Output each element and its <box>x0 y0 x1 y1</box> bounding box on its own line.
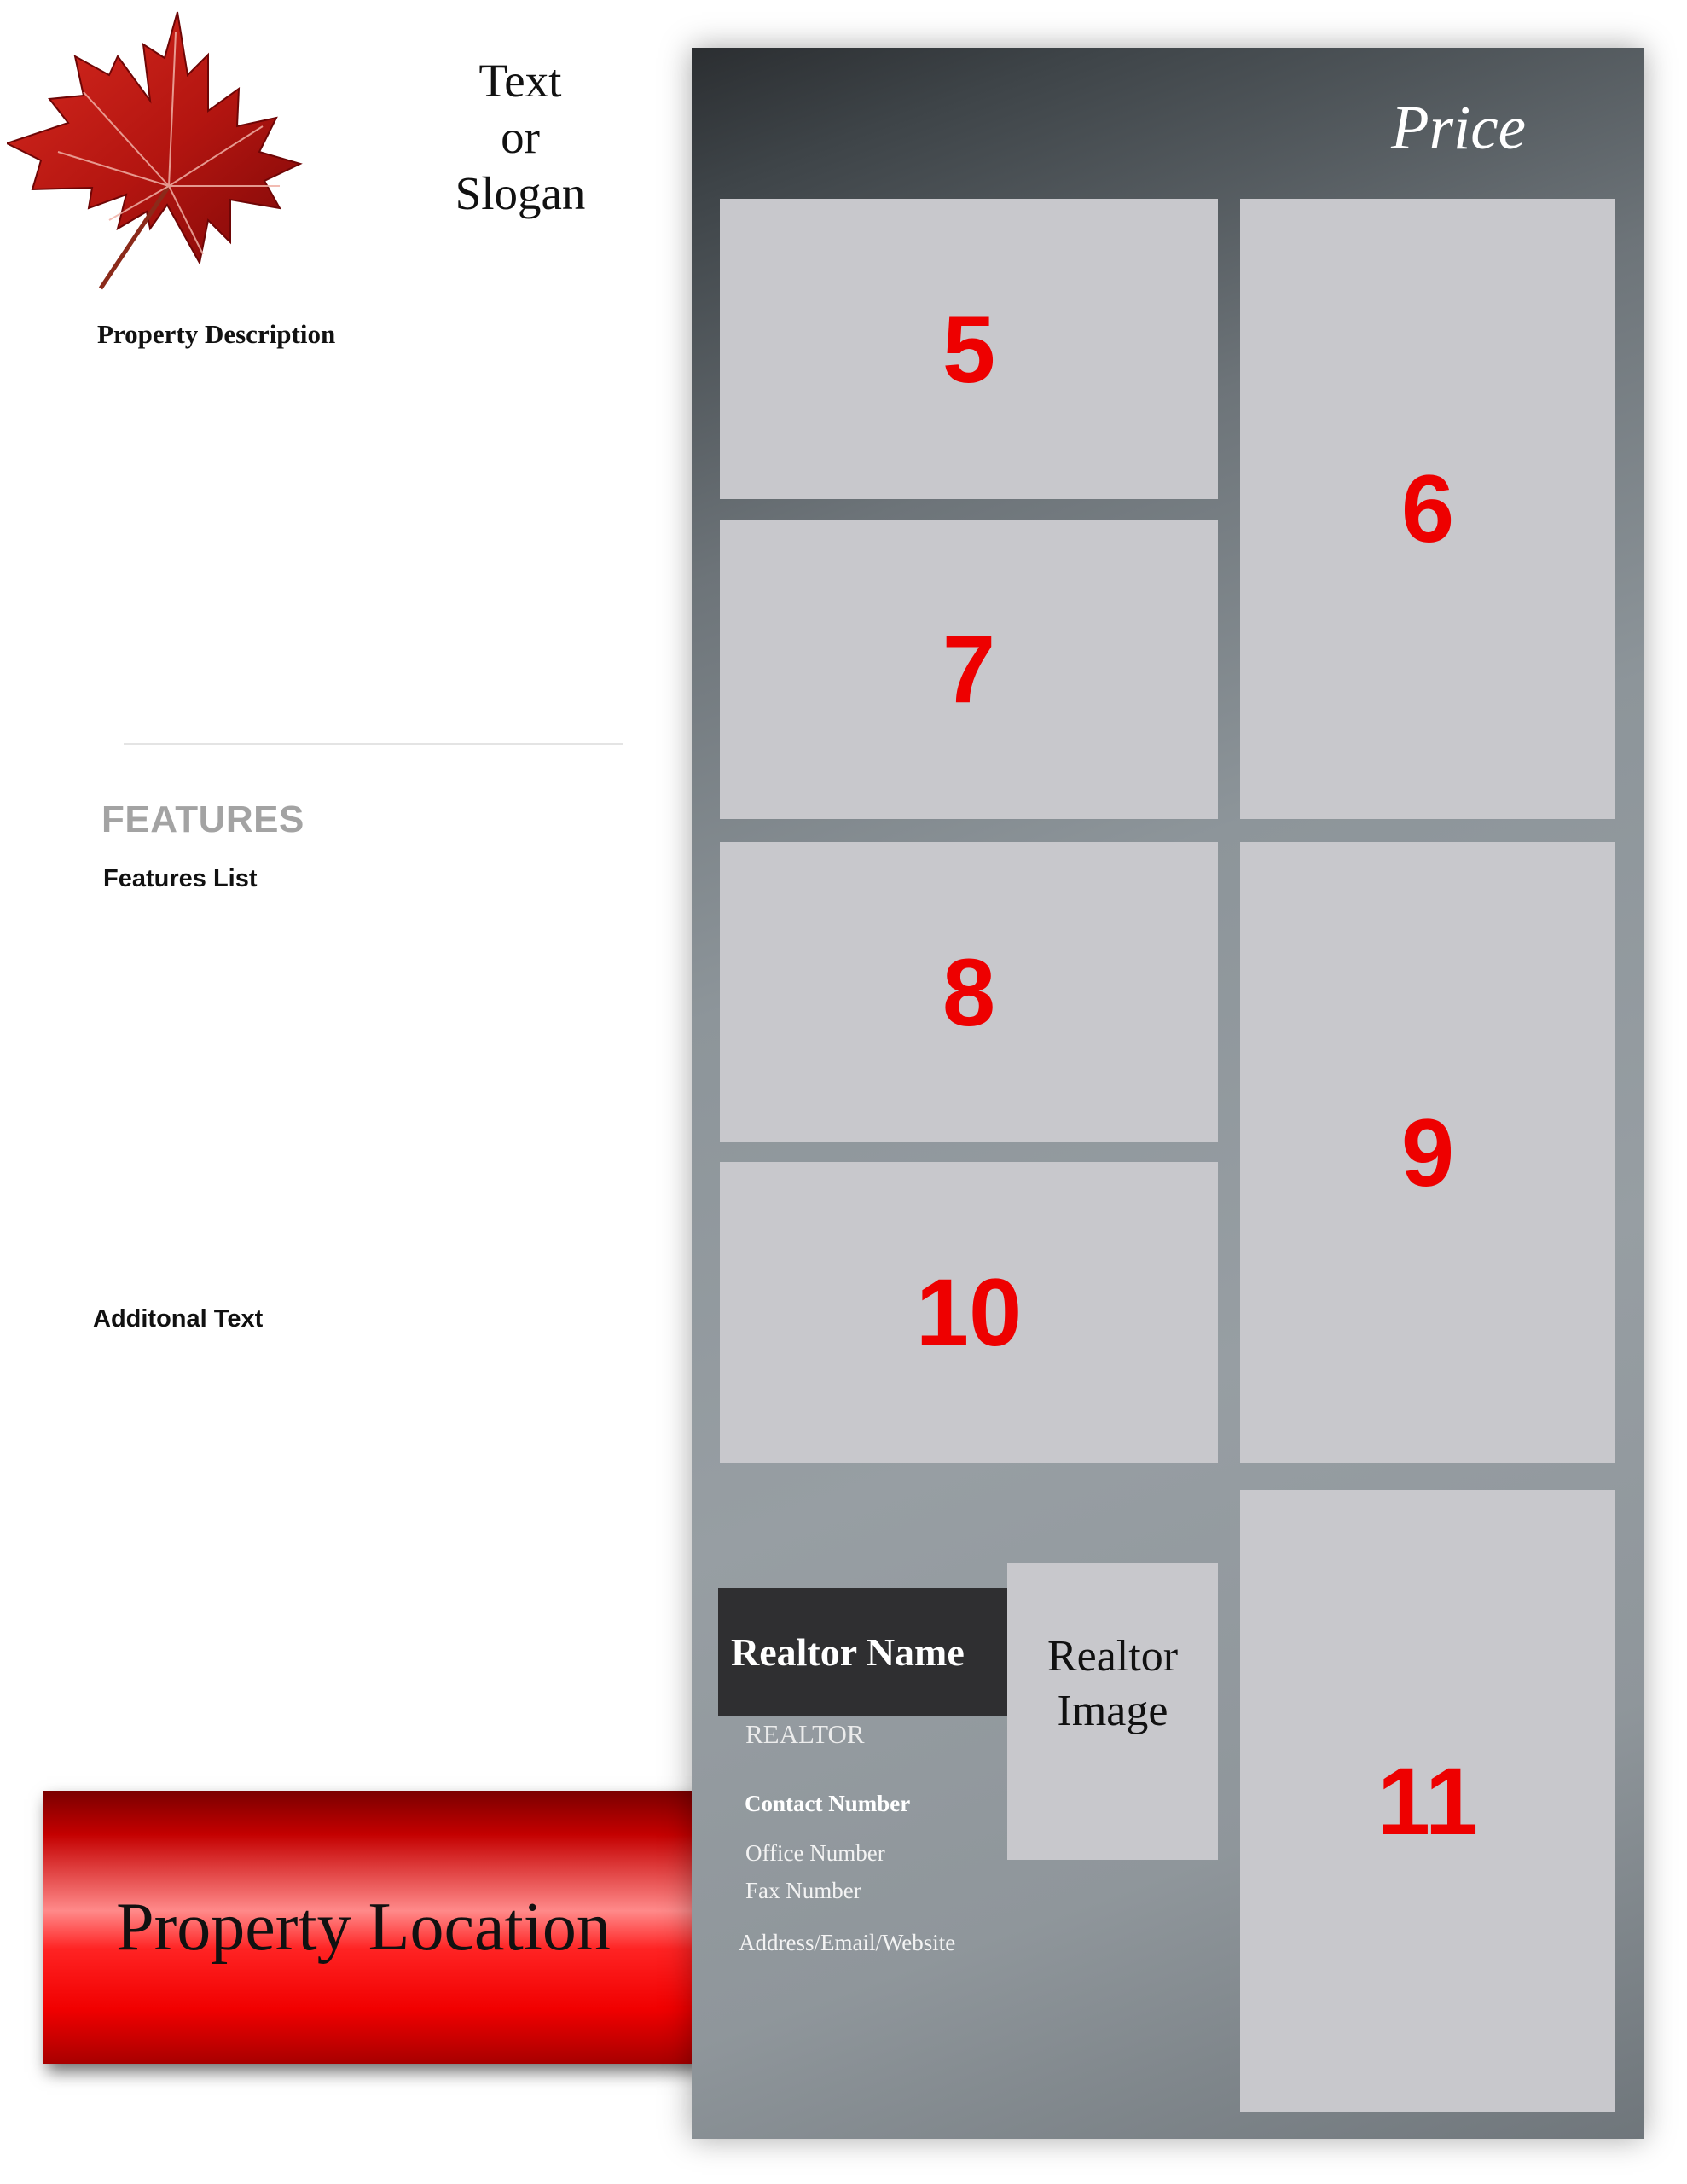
photo-placeholder-6: 6 <box>1240 199 1615 819</box>
realtor-name: Realtor Name <box>718 1588 1007 1716</box>
realtor-image-line: Realtor <box>1046 1632 1179 1681</box>
additional-text: Additonal Text <box>93 1305 264 1333</box>
address-email-website: Address/Email/Website <box>739 1930 956 1955</box>
fax-number: Fax Number <box>745 1878 861 1903</box>
slogan-line: Text <box>478 55 562 107</box>
photo-placeholder-7: 7 <box>720 520 1218 819</box>
section-divider <box>124 743 623 745</box>
property-description-heading: Property Description <box>97 319 336 349</box>
slogan-line: or <box>501 111 540 163</box>
slogan-line: Slogan <box>455 167 586 219</box>
photo-placeholder-10: 10 <box>720 1162 1218 1463</box>
features-heading: FEATURES <box>101 799 304 840</box>
realtor-image-line: Image <box>1057 1687 1168 1735</box>
realtor-image-placeholder <box>1007 1563 1218 1860</box>
photo-placeholder-8: 8 <box>720 842 1218 1142</box>
photo-placeholder-11: 11 <box>1240 1490 1615 2112</box>
contact-number: Contact Number <box>745 1791 911 1816</box>
photo-placeholder-5: 5 <box>720 199 1218 499</box>
photo-panel <box>692 48 1644 2139</box>
slogan-text <box>409 53 631 222</box>
photo-placeholder-9: 9 <box>1240 842 1615 1463</box>
maple-leaf-logo <box>7 7 305 297</box>
property-location-label: Property Location <box>116 1889 611 1965</box>
price-label: Price <box>1391 93 1527 162</box>
features-list: Features List <box>103 865 258 892</box>
office-number: Office Number <box>745 1840 885 1866</box>
realtor-title: REALTOR <box>745 1719 865 1749</box>
property-location-banner <box>43 1791 700 2064</box>
